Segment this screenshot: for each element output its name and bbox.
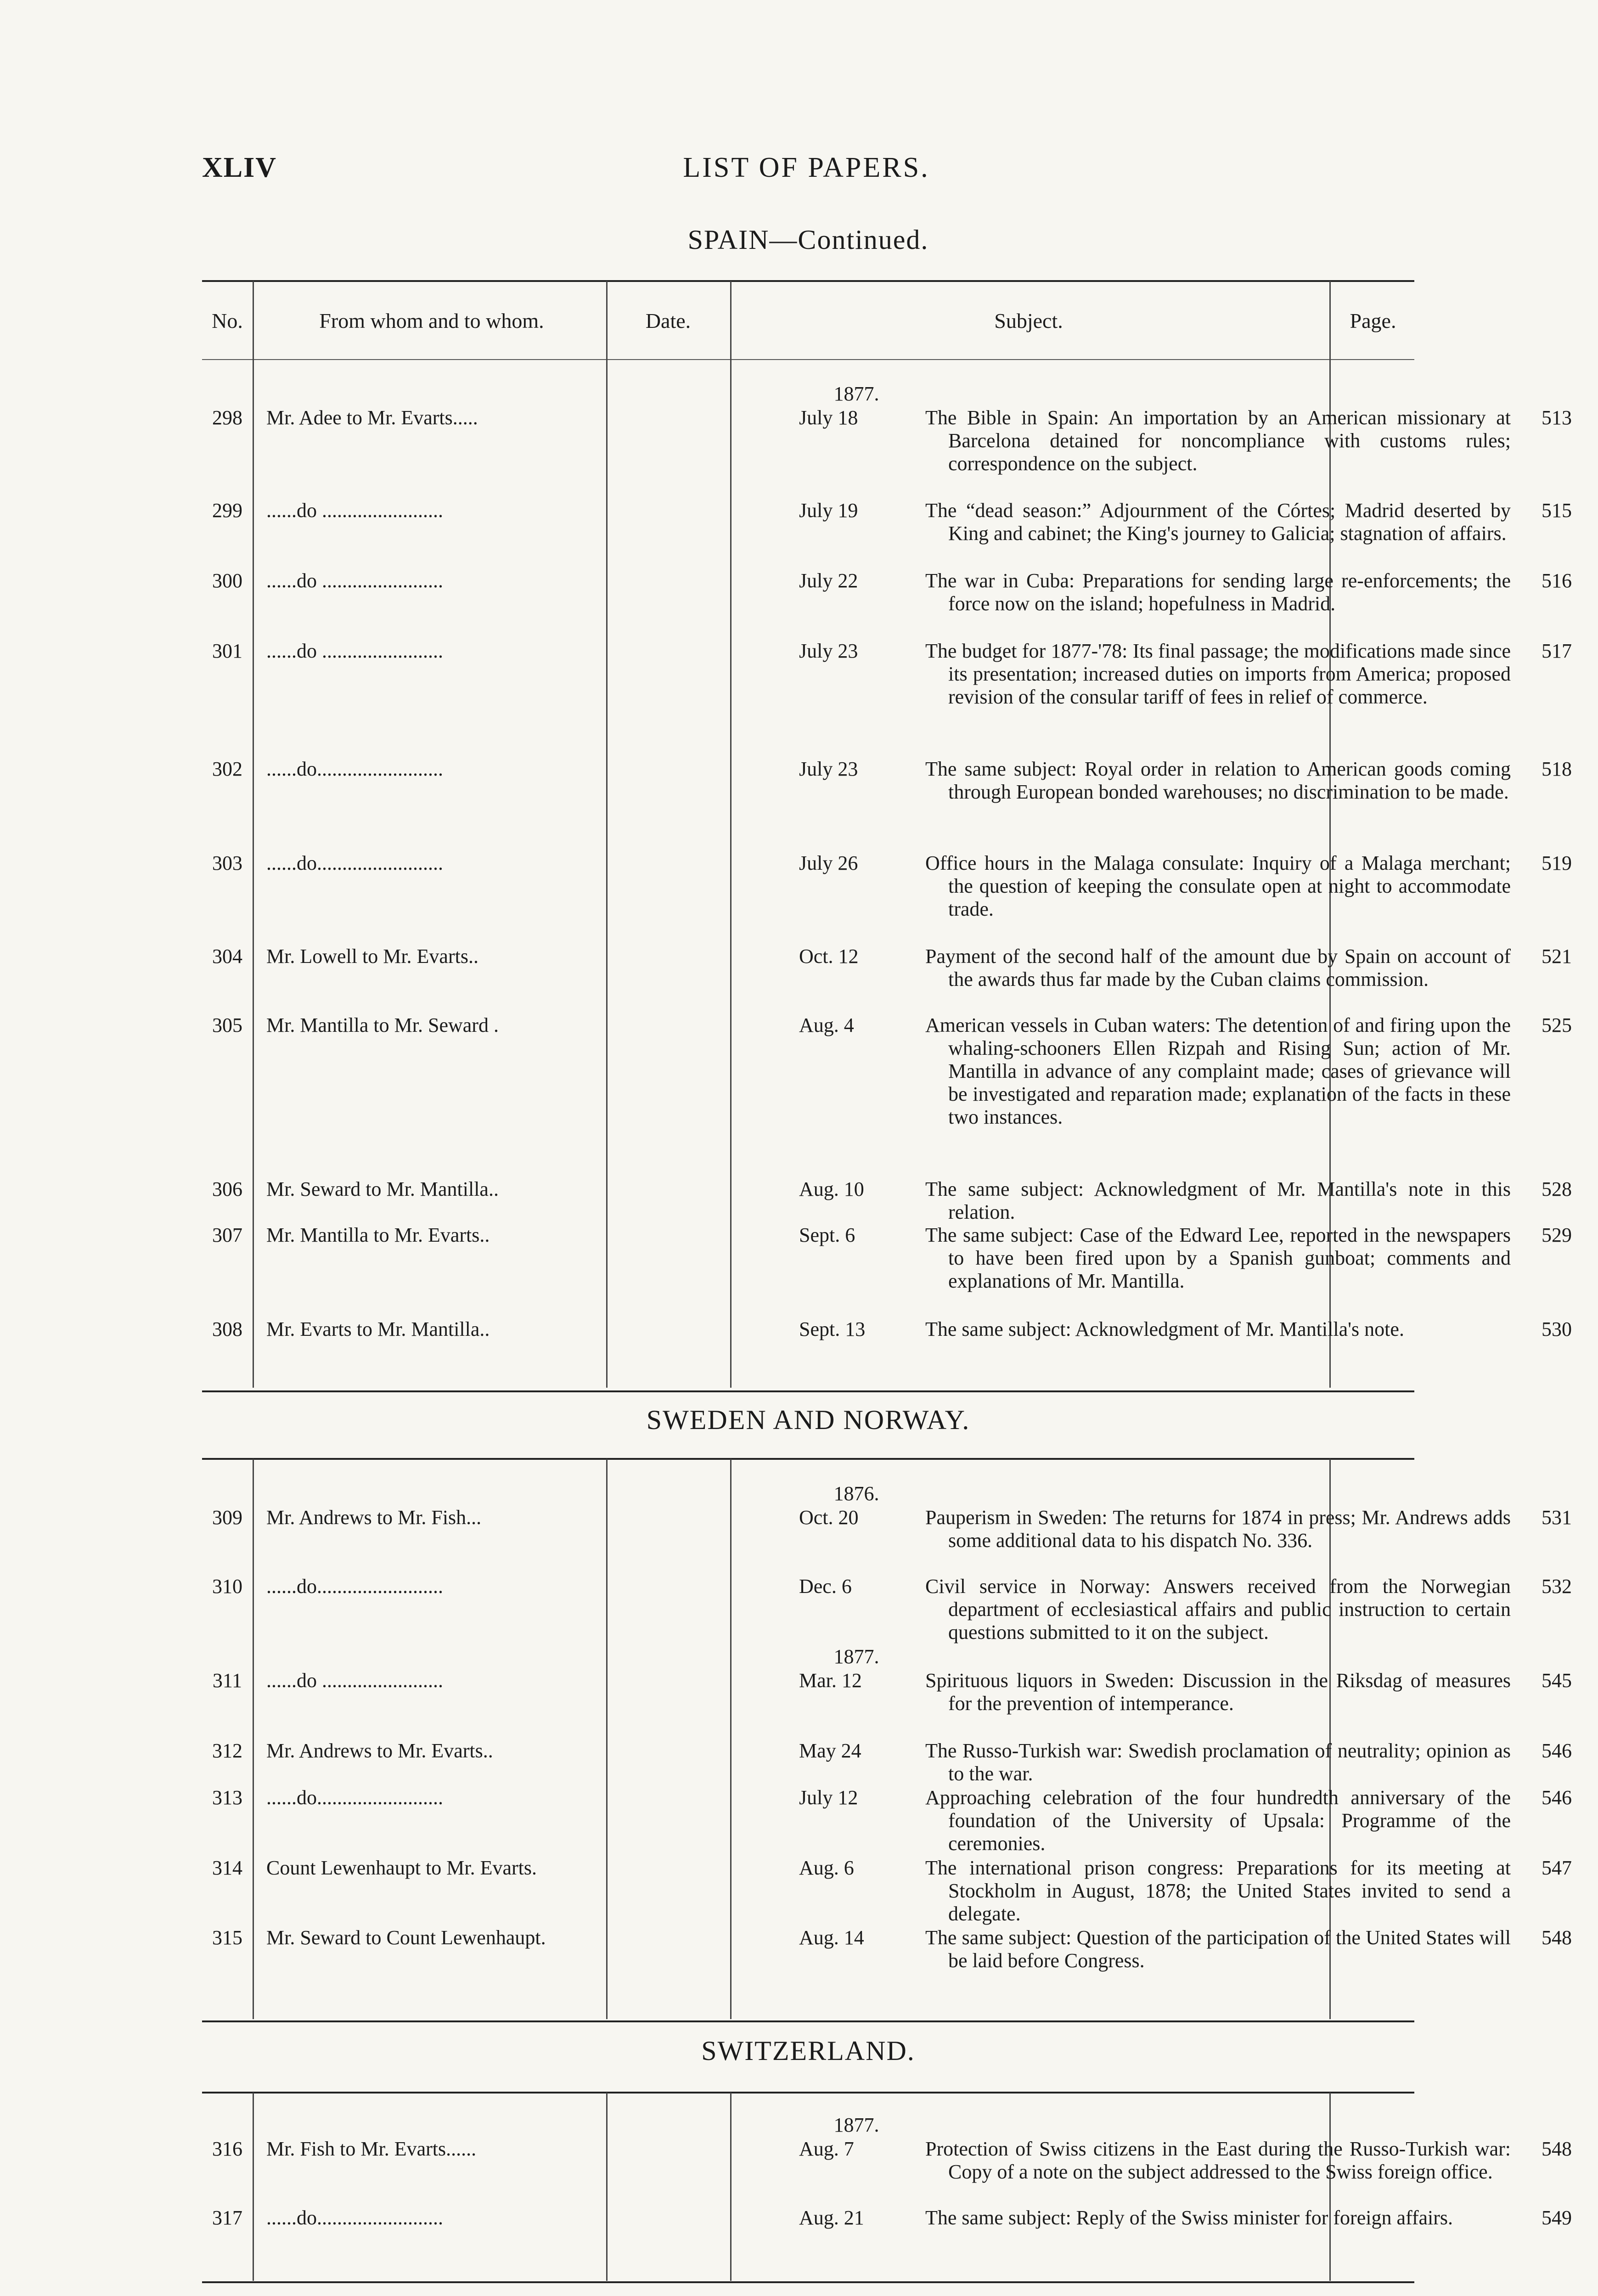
row-from: ......do ........................: [266, 1669, 443, 1692]
row-from: Mr. Adee to Mr. Evarts.....: [266, 406, 478, 429]
row-from: Mr. Seward to Count Lewenhaupt.: [266, 1926, 546, 1949]
row-page: 515: [1542, 499, 1572, 522]
row-date: May 24: [799, 1739, 861, 1762]
section-rule: [202, 2092, 1414, 2093]
row-year: 1877.: [833, 383, 879, 405]
row-page: 528: [1542, 1178, 1572, 1200]
row-number: 316: [212, 2138, 242, 2160]
row-date: 1877. Aug. 7: [799, 2138, 916, 2161]
row-from: Count Lewenhaupt to Mr. Evarts.: [266, 1857, 537, 1879]
row-from: ......do ........................: [266, 640, 443, 662]
row-from: ......do ........................: [266, 499, 443, 522]
row-subject: The war in Cuba: Preparations for sending large re-enforcements; the force now on the island; hopefulness in Madrid.: [925, 569, 1511, 615]
row-number: 306: [212, 1178, 242, 1200]
row-date: Sept. 6: [799, 1224, 855, 1246]
row-subject: The same subject: Question of the participation of the United States will be laid before Congress.: [925, 1926, 1511, 1972]
col-divider: [730, 281, 731, 1388]
row-page: 525: [1542, 1014, 1572, 1036]
section-title-switzerland: SWITZERLAND.: [701, 2036, 915, 2066]
row-number: 298: [212, 406, 242, 429]
row-number: 303: [212, 852, 242, 874]
row-date: Sept. 13: [799, 1318, 866, 1340]
row-date: July 23: [799, 640, 858, 662]
row-year: 1877.: [833, 1645, 879, 1668]
row-page: 547: [1542, 1857, 1572, 1879]
row-subject: The international prison congress: Preparations for its meeting at Stockholm in August, 1878; the United States invited to send a delegate.: [925, 1857, 1511, 1925]
row-from: Mr. Andrews to Mr. Fish...: [266, 1506, 482, 1529]
row-number: 311: [212, 1669, 242, 1692]
row-subject: The “dead season:” Adjournment of the Córtes; Madrid deserted by King and cabinet; the King's journey to Galicia; stagnation of affairs.: [925, 499, 1511, 545]
col-divider: [730, 2093, 731, 2281]
row-subject: The same subject: Royal order in relation to American goods coming through European bonded warehouses; no discrimination to be made.: [925, 758, 1511, 803]
row-subject: The same subject: Acknowledgment of Mr. Mantilla's note.: [925, 1318, 1404, 1340]
row-number: 317: [212, 2206, 242, 2229]
row-page: 531: [1542, 1506, 1572, 1529]
header-page: Page.: [1350, 309, 1396, 332]
row-number: 309: [212, 1506, 242, 1529]
row-number: 300: [212, 569, 242, 592]
row-number: 305: [212, 1014, 242, 1036]
section-rule: [202, 1390, 1414, 1392]
row-subject: Civil service in Norway: Answers received from the Norwegian department of ecclesiastical affairs and public instruction to certain questions submitted to it on the subject.: [925, 1575, 1511, 1643]
row-from: ......do ........................: [266, 569, 443, 592]
row-date: Aug. 4: [799, 1014, 854, 1036]
row-subject: Approaching celebration of the four hundredth anniversary of the foundation of the University of Upsala: Programme of the ceremonies.: [925, 1786, 1511, 1855]
row-number: 314: [212, 1857, 242, 1879]
row-from: Mr. Mantilla to Mr. Evarts..: [266, 1224, 490, 1246]
col-divider: [253, 2093, 254, 2281]
row-page: 518: [1542, 758, 1572, 780]
row-from: ......do.........................: [266, 2206, 443, 2229]
row-subject: American vessels in Cuban waters: The detention of and firing upon the whaling-schooners Ellen Rizpah and Rising Sun; action of Mr. Mantilla in advance of any complaint made; cases of grievance will be investigated and reparation made; explanation of the facts in these two instances.: [925, 1014, 1511, 1128]
row-number: 299: [212, 499, 242, 522]
table-rule: [202, 280, 1414, 282]
row-date: 1876. Oct. 20: [799, 1506, 916, 1529]
row-from: ......do.........................: [266, 1786, 443, 1809]
row-page: 549: [1542, 2206, 1572, 2229]
section-rule: [202, 2020, 1414, 2022]
row-subject: Payment of the second half of the amount due by Spain on account of the awards thus far made by the Cuban claims commission.: [925, 945, 1511, 990]
row-subject: The Russo-Turkish war: Swedish proclamation of neutrality; opinion as to the war.: [925, 1739, 1511, 1785]
row-number: 308: [212, 1318, 242, 1340]
section-title-sweden-norway: SWEDEN AND NORWAY.: [646, 1405, 970, 1435]
col-divider: [1329, 2093, 1331, 2281]
col-divider: [253, 1459, 254, 2019]
row-subject: The budget for 1877-'78: Its final passage; the modifications made since its presentation; increased duties on imports from America; proposed revision of the consular tariff of fees in relief of commerce.: [925, 640, 1511, 708]
row-subject: Pauperism in Sweden: The returns for 1874 in press; Mr. Andrews adds some additional data to his dispatch No. 336.: [925, 1506, 1511, 1552]
row-subject: The same subject: Case of the Edward Lee, reported in the newspapers to have been fired upon by a Spanish gunboat; comments and explanations of Mr. Mantilla.: [925, 1224, 1511, 1292]
row-date: July 12: [799, 1786, 858, 1809]
row-page: 513: [1542, 406, 1572, 429]
row-page: 546: [1542, 1786, 1572, 1809]
row-from: Mr. Mantilla to Mr. Seward .: [266, 1014, 499, 1036]
row-subject: Spirituous liquors in Sweden: Discussion in the Riksdag of measures for the prevention of intemperance.: [925, 1669, 1511, 1715]
row-page: 519: [1542, 852, 1572, 874]
row-date: July 19: [799, 499, 858, 522]
section-rule: [202, 1458, 1414, 1460]
row-subject: The same subject: Acknowledgment of Mr. Mantilla's note in this relation.: [925, 1178, 1511, 1223]
row-from: Mr. Seward to Mr. Mantilla..: [266, 1178, 499, 1200]
row-from: ......do.........................: [266, 1575, 443, 1598]
row-from: ......do.........................: [266, 758, 443, 780]
row-date: Aug. 14: [799, 1926, 864, 1949]
row-date: 1877. July 18: [799, 406, 916, 429]
row-subject: Office hours in the Malaga consulate: Inquiry of a Malaga merchant; the question of keeping the consulate open at night to accommodate trade.: [925, 852, 1511, 920]
row-page: 546: [1542, 1739, 1572, 1762]
row-from: Mr. Andrews to Mr. Evarts..: [266, 1739, 493, 1762]
row-subject: Protection of Swiss citizens in the East during the Russo-Turkish war: Copy of a note on the subject addressed to the Swiss foreign office.: [925, 2138, 1511, 2183]
row-number: 310: [212, 1575, 242, 1598]
table-bottom-rule: [202, 2281, 1414, 2283]
row-date: Oct. 12: [799, 945, 859, 968]
row-year: 1877.: [833, 2114, 879, 2136]
row-from: ......do.........................: [266, 852, 443, 874]
row-number: 313: [212, 1786, 242, 1809]
row-number: 301: [212, 640, 242, 662]
row-subject: The same subject: Reply of the Swiss minister for foreign affairs.: [925, 2206, 1453, 2229]
row-year: 1876.: [833, 1482, 879, 1505]
col-divider: [253, 281, 254, 1388]
row-page: 548: [1542, 1926, 1572, 1949]
row-page: 545: [1542, 1669, 1572, 1692]
header-subject: Subject.: [994, 309, 1063, 332]
section-title-spain: SPAIN—Continued.: [687, 225, 929, 255]
row-date: 1877. Mar. 12: [799, 1669, 916, 1692]
row-date: Aug. 21: [799, 2206, 864, 2229]
row-date: Aug. 6: [799, 1857, 854, 1879]
row-date: Aug. 10: [799, 1178, 864, 1200]
row-from: Mr. Evarts to Mr. Mantilla..: [266, 1318, 490, 1340]
row-number: 302: [212, 758, 242, 780]
page-title: LIST OF PAPERS.: [683, 152, 930, 183]
row-page: 532: [1542, 1575, 1572, 1598]
row-from: Mr. Fish to Mr. Evarts......: [266, 2138, 477, 2160]
row-page: 517: [1542, 640, 1572, 662]
header-no: No.: [212, 309, 243, 332]
row-date: July 22: [799, 569, 858, 592]
row-number: 315: [212, 1926, 242, 1949]
col-divider: [606, 281, 608, 1388]
row-page: 516: [1542, 569, 1572, 592]
row-number: 307: [212, 1224, 242, 1246]
row-number: 312: [212, 1739, 242, 1762]
row-from: Mr. Lowell to Mr. Evarts..: [266, 945, 478, 968]
row-date: Dec. 6: [799, 1575, 852, 1598]
row-date: July 26: [799, 852, 858, 874]
header-rule: [202, 359, 1414, 360]
header-date: Date.: [645, 309, 691, 332]
header-from: From whom and to whom.: [319, 309, 544, 332]
row-number: 304: [212, 945, 242, 968]
row-page: 529: [1542, 1224, 1572, 1246]
row-page: 521: [1542, 945, 1572, 968]
row-subject: The Bible in Spain: An importation by an American missionary at Barcelona detained for noncompliance with customs rules; correspondence on the subject.: [925, 406, 1511, 475]
row-date: July 23: [799, 758, 858, 780]
col-divider: [606, 2093, 608, 2281]
row-page: 548: [1542, 2138, 1572, 2160]
page-number: XLIV: [202, 152, 277, 183]
row-page: 530: [1542, 1318, 1572, 1340]
